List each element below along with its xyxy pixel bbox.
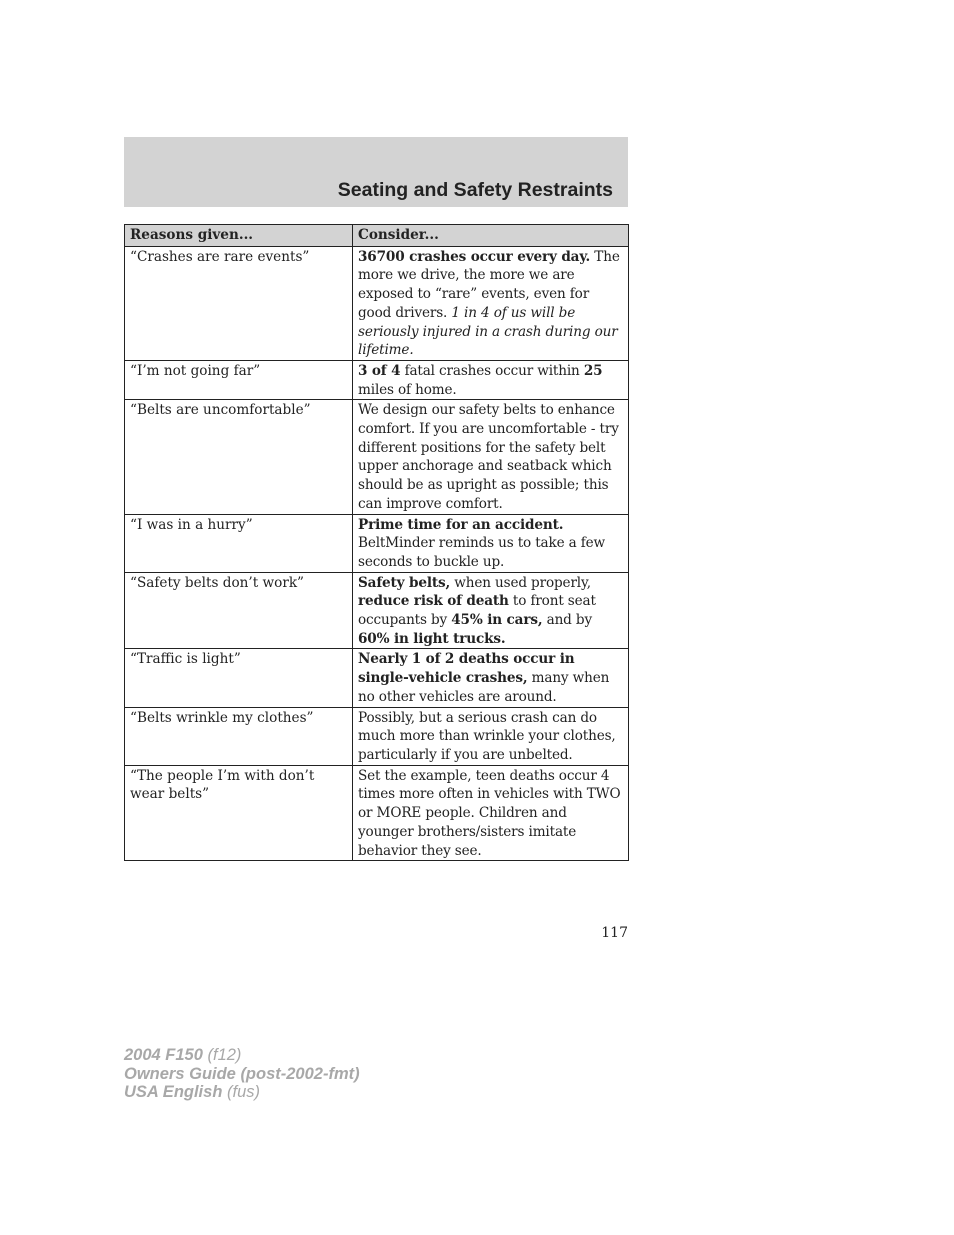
table-body [125,246,629,861]
reason-cell: “Safety belts don’t work” [125,572,353,649]
table-row [125,514,629,572]
reason-cell: “Belts are uncomfortable” [125,400,353,514]
consider-text-segment: when used properly, [450,574,591,591]
reason-cell: “I’m not going far” [125,360,353,399]
footer-guide: Owners Guide (post-2002-fmt) [124,1064,360,1083]
section-title: Seating and Safety Restraints [337,179,613,201]
consider-cell [353,360,629,399]
consider-text-segment: and by [542,612,592,629]
consider-text-segment: 36700 crashes occur every day. [358,248,591,265]
column-header-reasons: Reasons given... [125,225,353,247]
table-row [125,400,629,514]
footer-line-language [124,1083,360,1102]
page-number: 117 [601,925,628,941]
consider-cell [353,707,629,765]
consider-text-segment: to front seat occupants by [358,593,596,629]
consider-cell [353,765,629,861]
consider-text-segment: 25 [583,362,603,379]
consider-text-segment: Nearly 1 of 2 deaths occur in single-vehicle crashes, [358,651,575,687]
section-header-band [124,137,628,207]
footer-language-code: (fus) [222,1083,260,1101]
reason-cell: “Crashes are rare events” [125,246,353,360]
footer-model-code: (f12) [202,1046,242,1064]
table-row [125,707,629,765]
consider-text-segment: Prime time for an accident. [358,516,564,533]
table-row [125,649,629,707]
reason-cell: “Traffic is light” [125,649,353,707]
consider-text-segment: miles of home. [358,381,457,398]
consider-text-segment: Set the example, teen deaths occur 4 times more often in vehicles with TWO or MORE people. Children and younger brothers/sisters imitate behavior they see. [358,767,621,859]
consider-cell [353,514,629,572]
safety-belt-reasons-table [124,224,629,861]
consider-cell [353,400,629,514]
consider-text-segment: fatal crashes occur within [400,362,584,379]
footer-line-model [124,1046,360,1065]
table-row [125,246,629,360]
consider-text-segment: BeltMinder reminds us to take a few seconds to buckle up. [358,535,606,570]
consider-text-segment: 45% in cars, [451,612,543,629]
consider-text-segment: Possibly, but a serious crash can do much more than wrinkle your clothes, particularly if you are unbelted. [358,709,616,763]
consider-text-segment: 3 of 4 [358,362,401,379]
reason-cell: “Belts wrinkle my clothes” [125,707,353,765]
table-header-row [125,225,629,247]
footer-model: 2004 F150 [124,1046,203,1064]
consider-text-segment: many when no other vehicles are around. [358,670,610,705]
footer-language: USA English [124,1083,223,1101]
consider-cell [353,649,629,707]
consider-text-segment: reduce risk of death [358,593,509,610]
consider-text-segment: 1 in 4 of us will be seriously injured in a crash during our lifetime. [358,304,618,359]
consider-text-segment: 60% in light trucks. [358,630,506,647]
reason-cell: “The people I’m with don’t wear belts” [125,765,353,861]
table-row [125,765,629,861]
document-footer [124,1046,360,1102]
consider-text-segment: The more we drive, the more we are exposed to “rare” events, even for good drivers. [358,248,620,321]
consider-cell [353,572,629,649]
footer-line-guide [124,1065,360,1084]
consider-cell [353,246,629,360]
reason-cell: “I was in a hurry” [125,514,353,572]
table-row [125,360,629,399]
column-header-consider: Consider... [353,225,629,247]
table-row [125,572,629,649]
consider-text-segment: Safety belts, [358,574,451,591]
consider-text-segment: We design our safety belts to enhance comfort. If you are uncomfortable - try different positions for the safety belt upper anchorage and seatback which should be as upright as possible; this can improve comfort. [358,402,619,512]
